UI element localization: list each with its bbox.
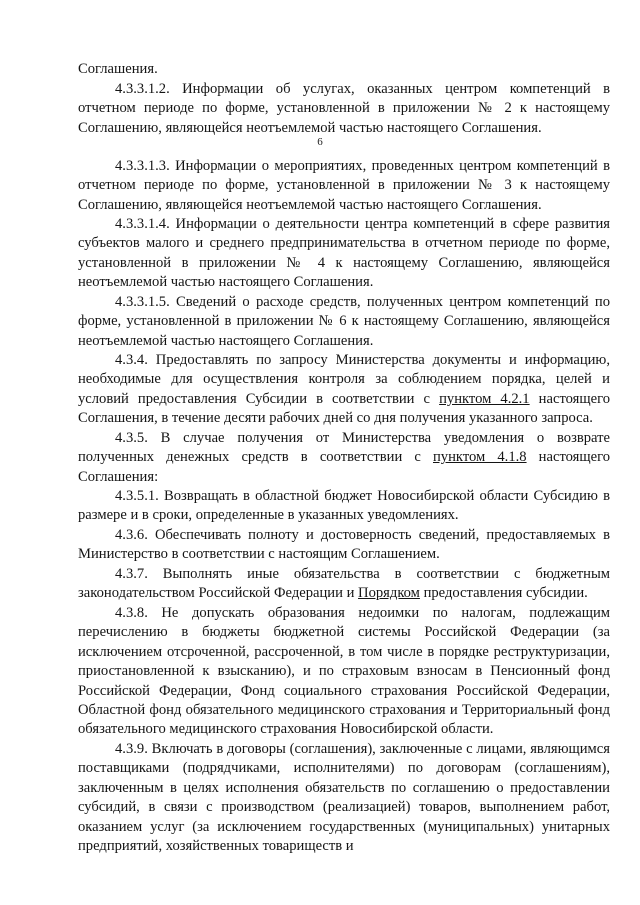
paragraph-4-3-6 [78,526,610,565]
paragraph-text: 4.3.5. В случае получения от Министерства уведомления о возврате полученных денежных средств в соответствии с [78,430,610,466]
paragraph-4-3-3-1-4 [78,215,610,293]
link-punkt-4-1-8[interactable]: пунктом 4.1.8 [433,449,527,466]
paragraph-text: 4.3.6. Обеспечивать полноту и достоверность сведений, предоставляемых в Министерство в соответствии с настоящим Соглашением. [78,527,610,563]
paragraph-continuation [78,60,610,79]
page-number: 6 [317,136,323,148]
paragraph-4-3-5 [78,429,610,487]
paragraph-4-3-3-1-3 [78,157,610,215]
paragraph-text: 4.3.4. Предоставлять по запросу Министерства документы и информацию, необходимые для осуществления контроля за соблюдением порядка, целей и условий предоставления Субсидии в соответствии с [78,352,610,407]
paragraph-4-3-4 [78,351,610,429]
link-punkt-4-2-1[interactable]: пунктом 4.2.1 [439,390,530,407]
paragraph-text: Соглашения. [78,61,158,77]
paragraph-text: 4.3.5.1. Возвращать в областной бюджет Новосибирской области Субсидию в размере и в сроки, определенные в указанных уведомлениях. [78,488,610,524]
paragraph-text: предоставления субсидии. [419,585,588,602]
link-poryadok[interactable]: Порядком [358,585,420,602]
paragraph-4-3-8 [78,604,610,740]
paragraph-4-3-9 [78,740,610,856]
paragraph-text: 4.3.3.1.3. Информации о мероприятиях, проведенных центром компетенций в отчетном периоде по форме, установленной в приложении № 3 к настоящему Соглашению, являющейся неотъемлемой частью настоящего Соглашения. [78,158,610,213]
paragraph-4-3-5-1 [78,487,610,526]
paragraph-text: настоящего Соглашения: [78,449,610,485]
paragraph-text: 4.3.3.1.4. Информации о деятельности центра компетенций в сфере развития субъектов малого и среднего предпринимательства в отчетном периоде по форме, установленной в приложении № 4 к настоящему Соглашению, являющейся неотъемлемой частью настоящего Соглашения. [78,216,610,291]
paragraph-text: 4.3.9. Включать в договоры (соглашения), заключенные с лицами, являющимся поставщиками (подрядчиками, исполнителями) по договорам (соглашениям), заключенным в целях исполнения обязательств по соглашению о предоставлении субсидий, в связи с производством (реализацией) товаров, выполнением работ, оказанием услуг (за исключением государственных (муниципальных) унитарных предприятий, хозяйственных товариществ и [78,741,610,855]
paragraph-4-3-3-1-5 [78,293,610,351]
paragraph-text: 4.3.7. Выполнять иные обязательства в соответствии с бюджетным законодательством Российской Федерации и [78,566,610,602]
paragraph-4-3-3-1-2 [78,80,610,138]
paragraph-text: 4.3.8. Не допускать образования недоимки по налогам, подлежащим перечислению в бюджеты бюджетной системы Российской Федерации (за исключением отсроченной, рассроченной, в том числе в порядке реструктуризации, приостановленной к взысканию), и по страховым взносам в Пенсионный фонд Российской Федерации, Фонд социального страхования Российской Федерации, Областной фонд обязательного медицинского страхования и Территориальный фонд обязательного медицинского страхования Новосибирской области. [78,605,610,738]
paragraph-4-3-7 [78,565,610,604]
paragraph-text: 4.3.3.1.2. Информации об услугах, оказанных центром компетенций в отчетном периоде по форме, установленной в приложении № 2 к настоящему Соглашению, являющейся неотъемлемой частью настоящего Соглашения. [78,81,610,136]
paragraph-text: 4.3.3.1.5. Сведений о расходе средств, полученных центром компетенций по форме, установленной в приложении № 6 к настоящему Соглашению, являющейся неотъемлемой частью настоящего Соглашения. [78,294,610,349]
paragraph-text: настоящего Соглашения, в течение десяти рабочих дней со дня получения указанного запроса. [78,390,610,427]
